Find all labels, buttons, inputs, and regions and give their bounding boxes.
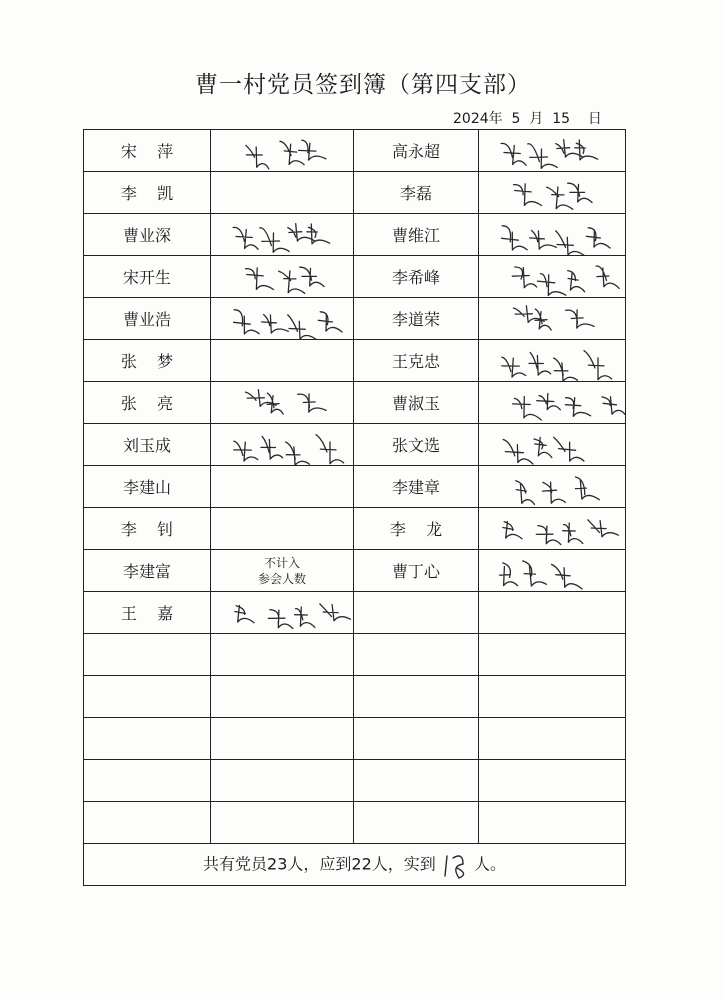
empty-cell <box>479 802 626 844</box>
signature-cell <box>211 172 354 214</box>
handwritten-signature <box>479 550 625 591</box>
handwritten-signature <box>211 298 353 339</box>
handwritten-signature <box>211 214 353 255</box>
member-name: 李 钊 <box>84 508 211 550</box>
footer-row <box>84 844 626 886</box>
empty-cell <box>479 718 626 760</box>
member-name: 李建山 <box>84 466 211 508</box>
member-name: 李 龙 <box>354 508 479 550</box>
table-row <box>84 382 626 424</box>
table-row <box>84 172 626 214</box>
attendance-note: 不计入 参会人数 <box>257 555 306 586</box>
empty-cell <box>84 634 211 676</box>
member-name: 李道荣 <box>354 298 479 340</box>
attendance-summary <box>84 844 626 886</box>
signature-cell <box>479 256 626 298</box>
member-name: 李磊 <box>354 172 479 214</box>
member-name: 李希峰 <box>354 256 479 298</box>
handwritten-signature <box>479 466 625 507</box>
table-row <box>84 256 626 298</box>
handwritten-signature <box>211 424 353 465</box>
empty-cell <box>354 634 479 676</box>
member-name: 曹维江 <box>354 214 479 256</box>
table-row <box>84 298 626 340</box>
empty-cell <box>354 718 479 760</box>
member-name: 张 亮 <box>84 382 211 424</box>
signature-cell <box>479 214 626 256</box>
member-name: 高永超 <box>354 130 479 172</box>
table-row <box>84 550 626 592</box>
member-name: 曹丁心 <box>354 550 479 592</box>
handwritten-signature <box>479 172 625 213</box>
sign-in-date: 2024年 5 月 15 日 <box>453 111 602 127</box>
handwritten-signature <box>479 130 625 171</box>
member-name: 李 凯 <box>84 172 211 214</box>
empty-cell <box>479 676 626 718</box>
empty-cell <box>479 760 626 802</box>
signature-cell <box>479 172 626 214</box>
handwritten-signature <box>479 214 625 255</box>
signature-cell <box>479 298 626 340</box>
empty-cell <box>211 802 354 844</box>
signature-cell <box>479 550 626 592</box>
member-name: 曹业浩 <box>84 298 211 340</box>
table-row <box>84 508 626 550</box>
signature-cell <box>211 508 354 550</box>
member-name <box>354 592 479 634</box>
summary-text: 共有党员23人，应到22人，实到 <box>203 854 441 873</box>
signature-cell <box>479 592 626 634</box>
empty-cell <box>84 718 211 760</box>
handwritten-signature <box>211 592 353 633</box>
table-row <box>84 130 626 172</box>
empty-cell <box>84 802 211 844</box>
handwritten-signature <box>211 130 353 171</box>
member-name: 宋开生 <box>84 256 211 298</box>
signature-cell <box>479 130 626 172</box>
signature-cell <box>211 340 354 382</box>
member-name: 刘玉成 <box>84 424 211 466</box>
member-name: 王 嘉 <box>84 592 211 634</box>
empty-row <box>84 634 626 676</box>
signature-cell <box>211 592 354 634</box>
signature-cell <box>211 256 354 298</box>
member-name: 李建富 <box>84 550 211 592</box>
empty-cell <box>354 802 479 844</box>
member-name: 宋 萍 <box>84 130 211 172</box>
table-row <box>84 592 626 634</box>
member-name: 曹业深 <box>84 214 211 256</box>
signature-cell <box>479 340 626 382</box>
signature-cell <box>211 214 354 256</box>
table-row <box>84 340 626 382</box>
signature-cell <box>211 298 354 340</box>
empty-row <box>84 718 626 760</box>
handwritten-count <box>441 854 469 873</box>
table-row <box>84 424 626 466</box>
signature-cell <box>211 130 354 172</box>
signature-cell <box>211 550 354 592</box>
member-name: 曹淑玉 <box>354 382 479 424</box>
empty-cell <box>354 760 479 802</box>
table-row <box>84 466 626 508</box>
empty-row <box>84 802 626 844</box>
page-title: 曹一村党员签到簿（第四支部） <box>195 72 531 98</box>
summary-text-end: 人。 <box>468 854 506 873</box>
sign-in-table <box>83 129 626 886</box>
empty-cell <box>211 760 354 802</box>
member-name: 李建章 <box>354 466 479 508</box>
empty-cell <box>84 760 211 802</box>
empty-cell <box>211 718 354 760</box>
handwritten-signature <box>479 256 625 297</box>
signature-cell <box>479 424 626 466</box>
handwritten-signature <box>479 298 625 339</box>
handwritten-signature <box>479 424 625 465</box>
handwritten-signature <box>211 382 353 423</box>
handwritten-signature <box>479 340 625 381</box>
handwritten-signature <box>211 256 353 297</box>
signature-cell <box>479 382 626 424</box>
signature-cell <box>479 466 626 508</box>
member-name: 王克忠 <box>354 340 479 382</box>
handwritten-signature <box>479 382 625 423</box>
signature-cell <box>211 424 354 466</box>
empty-cell <box>84 676 211 718</box>
empty-cell <box>211 634 354 676</box>
empty-cell <box>211 676 354 718</box>
table-row <box>84 214 626 256</box>
signature-cell <box>479 508 626 550</box>
empty-row <box>84 760 626 802</box>
member-name: 张文选 <box>354 424 479 466</box>
empty-cell <box>479 634 626 676</box>
signature-cell <box>211 382 354 424</box>
member-name: 张 梦 <box>84 340 211 382</box>
empty-row <box>84 676 626 718</box>
empty-cell <box>354 676 479 718</box>
handwritten-signature <box>479 508 625 549</box>
signature-cell <box>211 466 354 508</box>
